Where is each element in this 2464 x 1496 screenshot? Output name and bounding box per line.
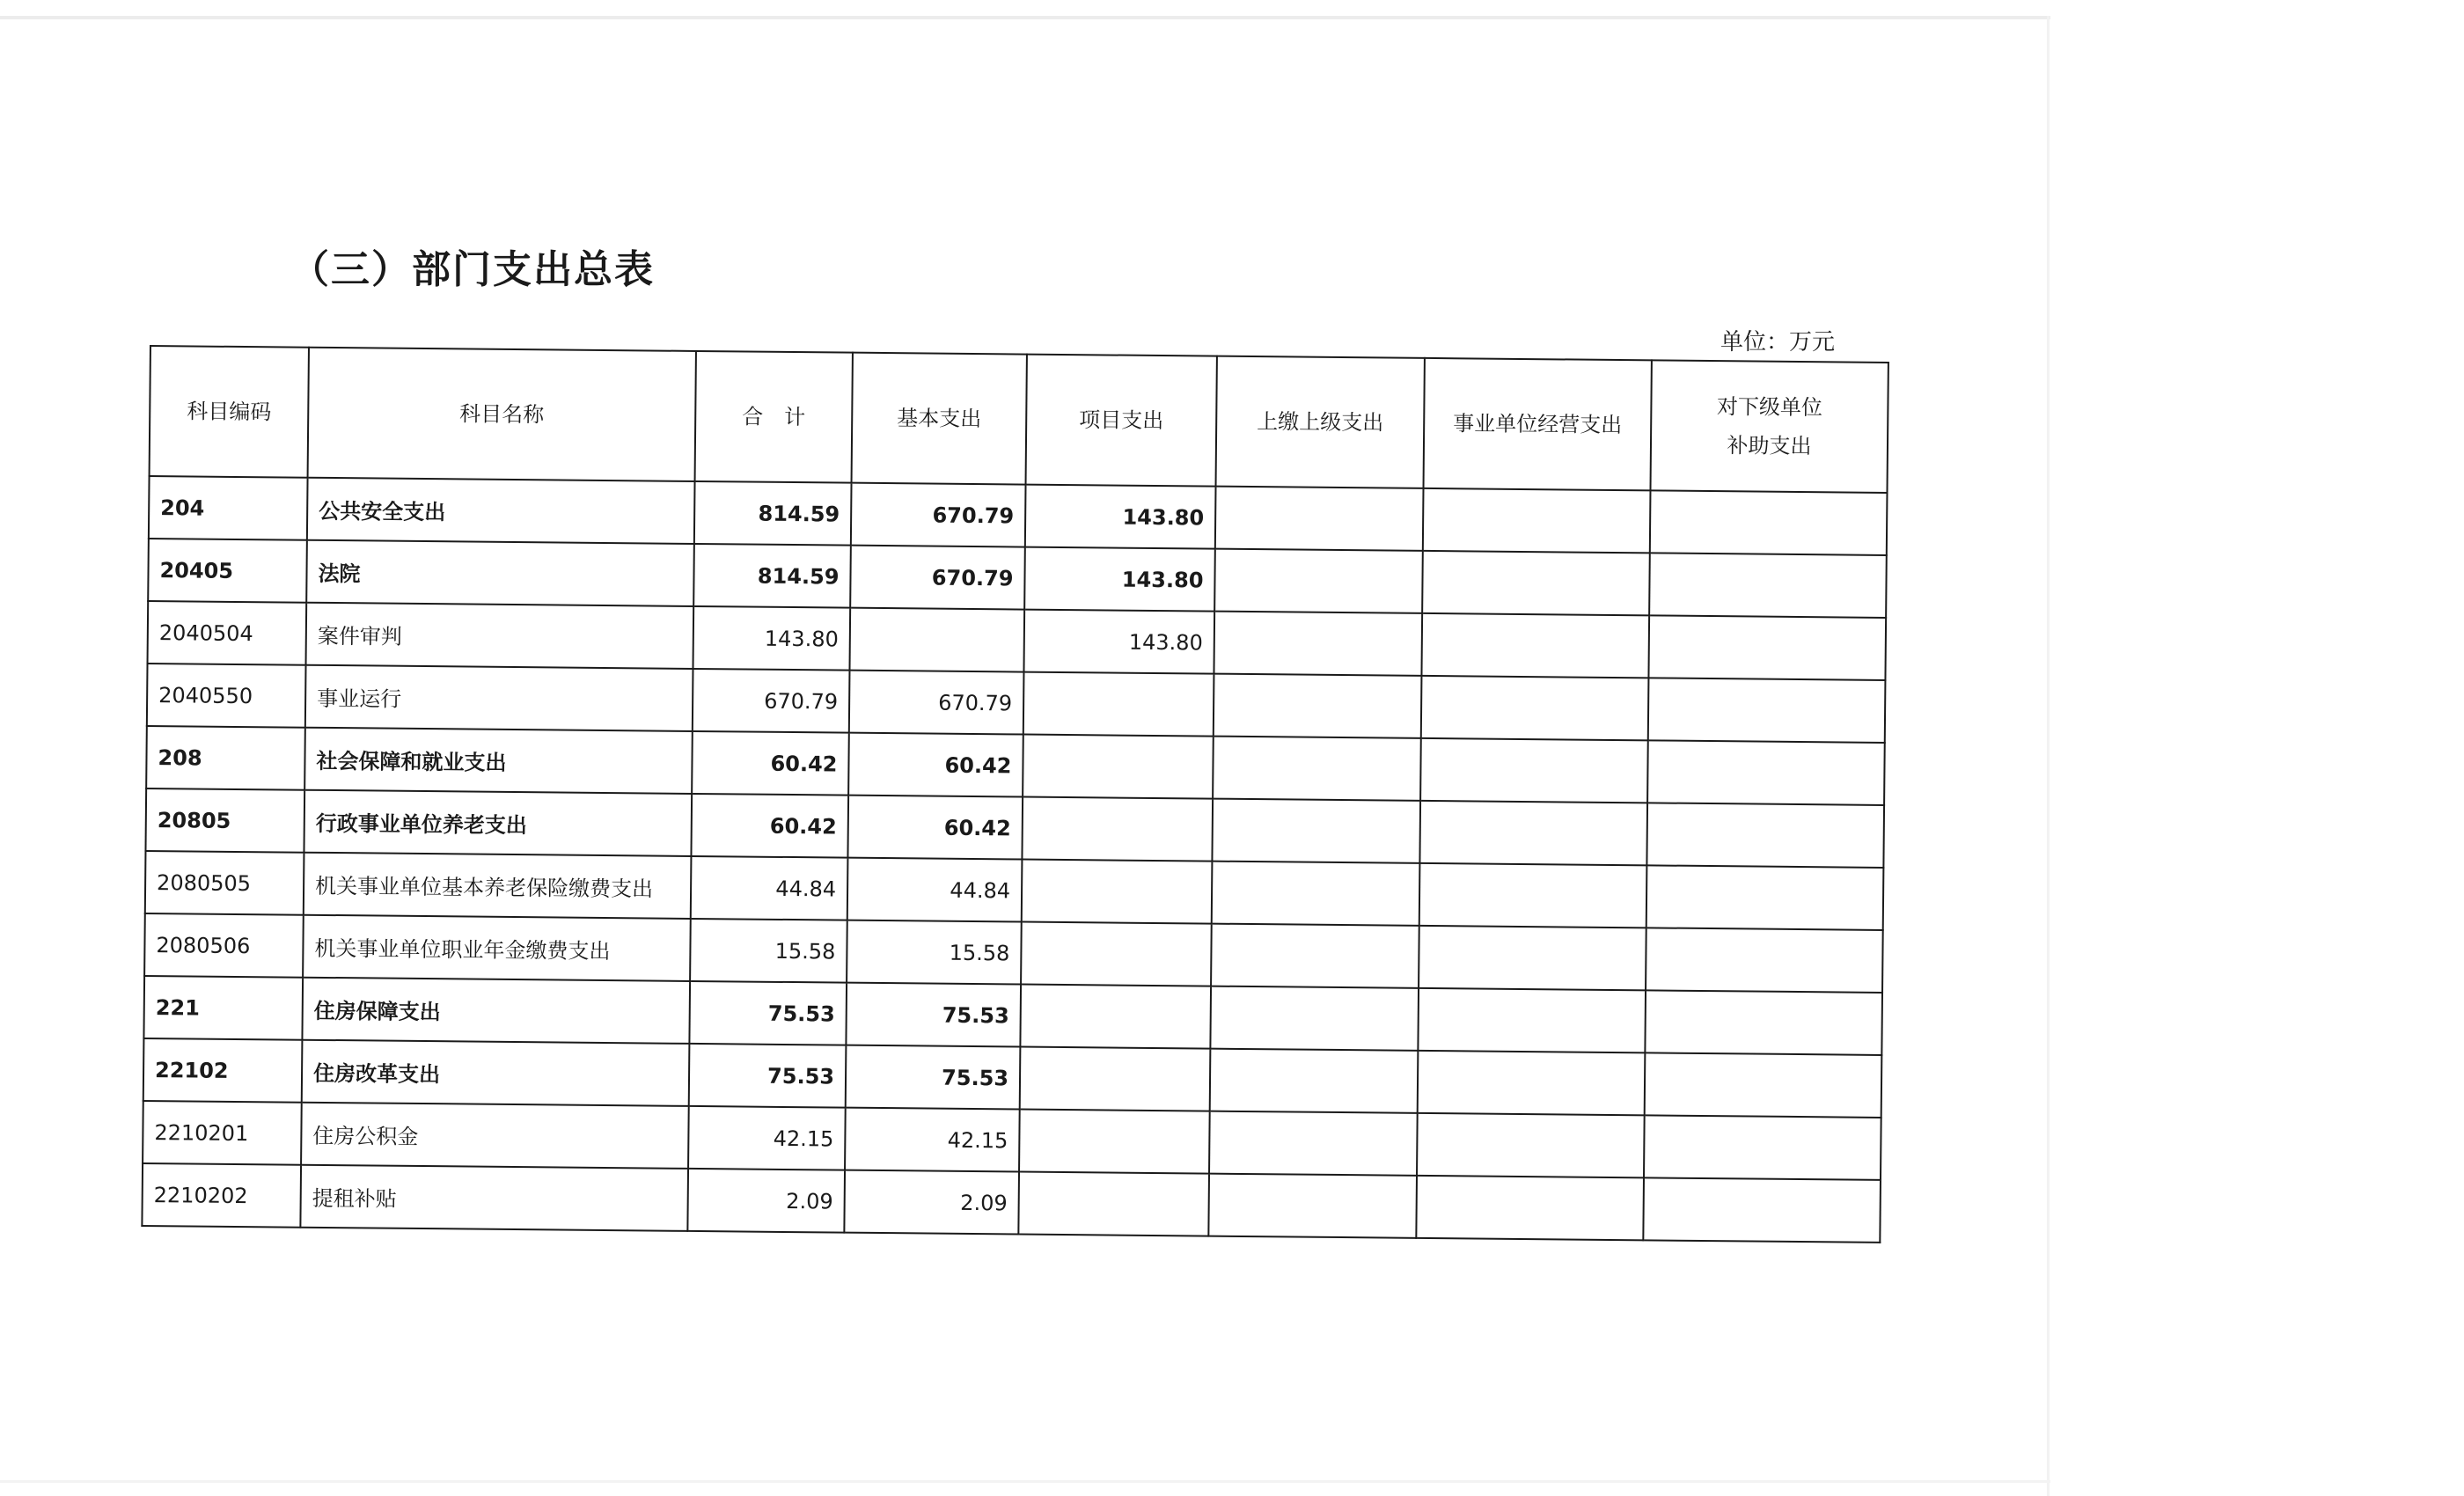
cell-subsidy <box>1646 865 1884 930</box>
cell-business <box>1421 613 1649 678</box>
cell-business <box>1423 488 1651 553</box>
cell-business <box>1420 738 1648 803</box>
cell-name: 行政事业单位养老支出 <box>304 790 692 856</box>
cell-code: 22102 <box>143 1038 303 1103</box>
header-subsidy-line2: 补助支出 <box>1727 433 1812 459</box>
cell-project: 143.80 <box>1024 547 1215 612</box>
cell-subsidy <box>1648 615 1886 680</box>
cell-total: 42.15 <box>688 1106 846 1170</box>
cell-subsidy <box>1649 553 1887 618</box>
cell-code: 2040504 <box>148 601 307 665</box>
cell-total: 670.79 <box>693 669 850 733</box>
cell-project <box>1018 1172 1209 1236</box>
cell-total: 15.58 <box>690 919 847 983</box>
cell-basic: 60.42 <box>848 733 1023 797</box>
cell-total: 75.53 <box>689 981 847 1045</box>
cell-project: 143.80 <box>1025 485 1216 549</box>
page-title: （三）部门支出总表 <box>290 247 655 292</box>
cell-upper <box>1212 862 1420 926</box>
header-name: 科目名称 <box>308 348 696 481</box>
cell-upper <box>1210 986 1419 1051</box>
cell-total: 814.59 <box>693 544 851 608</box>
cell-code: 2080505 <box>145 851 304 915</box>
cell-subsidy <box>1646 928 1883 993</box>
cell-name: 社会保障和就业支出 <box>304 728 693 794</box>
cell-project: 143.80 <box>1023 610 1214 674</box>
cell-upper <box>1215 487 1424 551</box>
cell-basic <box>849 608 1024 672</box>
scan-edge-top <box>0 16 2050 19</box>
unit-note: 单位：万元 <box>1720 329 1836 356</box>
cell-project <box>1021 922 1212 986</box>
cell-name: 住房保障支出 <box>302 978 690 1044</box>
cell-code: 2080506 <box>144 913 304 978</box>
cell-business <box>1418 988 1646 1052</box>
cell-code: 221 <box>143 976 303 1040</box>
cell-basic: 15.58 <box>847 920 1022 985</box>
cell-code: 204 <box>149 476 308 540</box>
cell-name: 机关事业单位基本养老保险缴费支出 <box>304 853 692 919</box>
cell-basic: 670.79 <box>849 671 1024 735</box>
header-upper: 上缴上级支出 <box>1216 356 1425 488</box>
cell-project <box>1023 735 1214 799</box>
cell-upper <box>1209 1111 1418 1176</box>
cell-code: 2040550 <box>147 664 306 728</box>
cell-subsidy <box>1644 1115 1881 1180</box>
cell-basic: 2.09 <box>844 1170 1019 1235</box>
cell-name: 提租补贴 <box>300 1165 688 1231</box>
cell-total: 814.59 <box>694 481 852 546</box>
cell-name: 住房公积金 <box>301 1103 689 1169</box>
header-project: 项目支出 <box>1026 355 1217 487</box>
cell-name: 机关事业单位职业年金缴费支出 <box>303 915 691 981</box>
cell-code: 208 <box>146 726 305 790</box>
cell-upper <box>1214 549 1423 613</box>
cell-total: 75.53 <box>689 1044 847 1108</box>
cell-name: 案件审判 <box>306 603 694 669</box>
cell-code: 20805 <box>145 788 304 853</box>
cell-basic: 60.42 <box>847 796 1023 860</box>
table-header-row <box>150 346 1888 493</box>
cell-basic: 44.84 <box>847 858 1023 922</box>
cell-subsidy <box>1646 803 1884 868</box>
cell-total: 60.42 <box>691 794 848 858</box>
cell-business <box>1416 1176 1644 1240</box>
header-business: 事业单位经营支出 <box>1424 358 1652 490</box>
cell-name: 住房改革支出 <box>302 1040 690 1106</box>
cell-subsidy <box>1645 990 1882 1055</box>
cell-total: 60.42 <box>692 731 849 796</box>
cell-business <box>1417 1113 1645 1177</box>
cell-upper <box>1212 799 1420 863</box>
cell-project <box>1019 1110 1210 1174</box>
cell-name: 公共安全支出 <box>307 478 695 544</box>
cell-code: 2210201 <box>143 1101 302 1165</box>
expense-table <box>141 345 1889 1243</box>
cell-basic: 42.15 <box>845 1108 1020 1172</box>
cell-code: 2210202 <box>142 1163 301 1228</box>
header-code: 科目编码 <box>150 346 309 478</box>
cell-subsidy <box>1648 678 1886 743</box>
cell-business <box>1419 926 1646 990</box>
cell-basic: 75.53 <box>846 1045 1021 1110</box>
cell-upper <box>1213 737 1421 801</box>
cell-project <box>1020 1047 1211 1111</box>
cell-basic: 670.79 <box>850 546 1025 610</box>
cell-subsidy <box>1647 740 1885 805</box>
cell-total: 44.84 <box>691 856 848 920</box>
header-subsidy-line1: 对下级单位 <box>1716 394 1823 421</box>
cell-upper <box>1214 612 1422 676</box>
cell-business <box>1419 863 1647 928</box>
header-basic: 基本支出 <box>852 353 1027 485</box>
cell-total: 143.80 <box>693 606 850 671</box>
header-total: 合 计 <box>695 351 853 483</box>
cell-project <box>1023 672 1214 737</box>
header-subsidy <box>1650 360 1888 493</box>
cell-project <box>1022 860 1213 924</box>
cell-business <box>1422 551 1650 615</box>
cell-upper <box>1210 1049 1419 1113</box>
cell-subsidy <box>1650 490 1888 555</box>
cell-name: 法院 <box>306 540 694 606</box>
cell-name: 事业运行 <box>305 665 693 731</box>
scan-edge-right <box>2047 16 2050 1496</box>
cell-upper <box>1208 1174 1417 1238</box>
cell-basic: 75.53 <box>846 983 1021 1047</box>
cell-business <box>1419 801 1647 865</box>
cell-code: 20405 <box>148 539 307 603</box>
cell-business <box>1421 676 1649 740</box>
cell-upper <box>1214 674 1422 738</box>
cell-business <box>1418 1051 1646 1115</box>
cell-project <box>1022 797 1213 862</box>
scan-edge-bottom <box>0 1480 2050 1483</box>
cell-subsidy <box>1645 1052 1882 1118</box>
cell-project <box>1020 985 1211 1049</box>
cell-total: 2.09 <box>687 1169 845 1233</box>
cell-basic: 670.79 <box>851 483 1026 547</box>
cell-subsidy <box>1643 1177 1881 1243</box>
cell-upper <box>1211 924 1419 988</box>
